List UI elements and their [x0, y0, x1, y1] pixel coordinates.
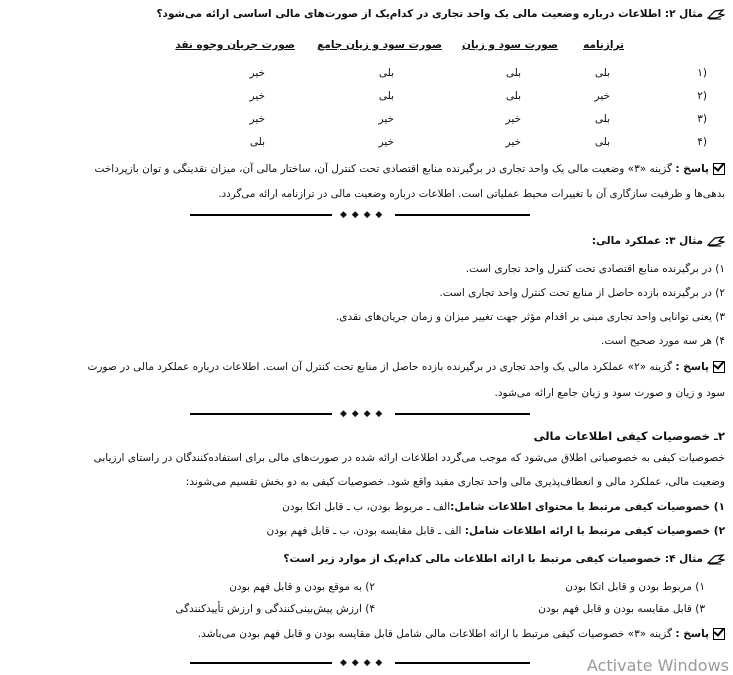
- row-1-number: ۱): [697, 67, 707, 79]
- example-3-answer-line-2: سود و زیان و صورت سود و زیان جامع ارائه می‌شود.: [494, 387, 725, 399]
- divider-dots: ◆ ◆ ◆ ◆: [340, 658, 384, 668]
- writing-hand-icon: [707, 236, 725, 247]
- example-2-answer-line-1: [10, 163, 725, 175]
- row-4-cell-1: بلی: [594, 136, 610, 148]
- example-3-option-2: ۲) در برگیرنده بازده حاصل از منابع تحت کنترل واحد تجاری است.: [439, 287, 725, 299]
- example-4-answer-text-1: گزینه «۳» خصوصیات کیفی مرتبط با ارائه اطلاعات مالی شامل قابل مقایسه بودن و قابل فهم بودن می‌باشد.: [197, 628, 676, 640]
- example-4-answer-line-1: [10, 628, 725, 640]
- example-3-title: مثال ۳: عملکرد مالی:: [591, 235, 703, 247]
- row-2-cell-1: خیر: [594, 90, 610, 102]
- row-2-cell-3: بلی: [378, 90, 394, 102]
- item-2-label: ۲) خصوصیات کیفی مرتبط با ارائه اطلاعات شامل:: [464, 525, 725, 537]
- example-3-title-row: [10, 235, 725, 247]
- divider-dots: ◆ ◆ ◆ ◆: [340, 409, 384, 419]
- row-2-cell-4: خیر: [249, 90, 265, 102]
- header-comprehensive-income: صورت سود و زیان جامع: [317, 39, 442, 51]
- row-3-cell-2: خیر: [505, 113, 521, 125]
- writing-hand-icon: [707, 554, 725, 565]
- header-balance-sheet: ترازنامه: [583, 39, 624, 51]
- item-1-label: ۱) خصوصیات کیفی مرتبط با محتوای اطلاعات شامل:: [450, 501, 725, 513]
- item-2-text: الف ـ قابل مقایسه بودن، ب ـ قابل فهم بودن: [266, 525, 465, 537]
- row-1-cell-4: خیر: [249, 67, 265, 79]
- row-3-cell-3: خیر: [378, 113, 394, 125]
- section-divider: [190, 210, 530, 220]
- checkbox-icon: [713, 163, 725, 175]
- section-divider: [190, 658, 530, 668]
- row-2-cell-2: بلی: [505, 90, 521, 102]
- activate-windows-watermark: Activate Windows: [586, 656, 729, 675]
- checkbox-icon: [713, 361, 725, 373]
- example-4-option-4: ۴) ارزش پیش‌بینی‌کنندگی و ارزش تأییدکنندگی: [175, 603, 375, 615]
- section-2-paragraph-line-1: خصوصیات کیفی به خصوصیاتی اطلاق می‌شود که موجب می‌گردد اطلاعات ارائه شده در صورت‌های مالی برای استفاده‌کنندگان در راستای ارزیابی: [93, 452, 725, 464]
- row-2-number: ۲): [697, 90, 707, 102]
- section-divider: [190, 409, 530, 419]
- example-4-option-3: ۳) قابل مقایسه بودن و قابل فهم بودن: [538, 603, 705, 615]
- example-2-title-row: [10, 8, 725, 20]
- example-3-option-3: ۳) یعنی توانایی واحد تجاری مبنی بر اقدام مؤثر جهت تغییر میزان و زمان جریان‌های نقدی.: [335, 311, 725, 323]
- example-3-answer-line-1: [10, 361, 725, 373]
- example-4-option-2: ۲) به موقع بودن و قابل فهم بودن: [229, 581, 375, 593]
- section-2-item-2: [10, 525, 725, 537]
- example-3-answer-text-1: گزینه «۲» عملکرد مالی یک واحد تجاری در برگیرنده بازده حاصل از منابع تحت کنترل آن است. اطلاعات درباره عملکرد مالی در صورت: [87, 361, 676, 373]
- example-3-option-4: ۴) هر سه مورد صحیح است.: [601, 335, 725, 347]
- section-2-paragraph-line-2: وضعیت مالی، عملکرد مالی و انعطاف‌پذیری مالی واحد تجاری مفید واقع شود. خصوصیات کیفی به دو بخش تقسیم می‌شوند:: [185, 476, 725, 488]
- section-2-item-1: [10, 501, 725, 513]
- row-4-cell-3: خیر: [378, 136, 394, 148]
- example-4-title: مثال ۴: خصوصیات کیفی مرتبط با ارائه اطلاعات مالی کدام‌یک از موارد زیر است؟: [283, 553, 703, 565]
- item-1-text: الف ـ مربوط بودن، ب ـ قابل اتکا بودن: [282, 501, 451, 513]
- row-4-cell-2: خیر: [505, 136, 521, 148]
- section-2-heading: ۲ـ خصوصیات کیفی اطلاعات مالی: [533, 429, 725, 443]
- example-2-answer-line-2: بدهی‌ها و ظرفیت سازگاری آن با تغییرات محیط عملیاتی است. اطلاعات درباره وضعیت مالی در ترازنامه ارائه می‌گردد.: [218, 188, 725, 200]
- row-1-cell-1: بلی: [594, 67, 610, 79]
- row-3-cell-4: خیر: [249, 113, 265, 125]
- divider-dots: ◆ ◆ ◆ ◆: [340, 210, 384, 220]
- answer-label: پاسخ :: [675, 361, 709, 373]
- row-1-cell-3: بلی: [378, 67, 394, 79]
- answer-label: پاسخ :: [675, 163, 709, 175]
- row-1-cell-2: بلی: [505, 67, 521, 79]
- header-cash-flow: صورت جریان وجوه نقد: [175, 39, 295, 51]
- row-3-number: ۳): [697, 113, 707, 125]
- header-income-statement: صورت سود و زیان: [461, 39, 558, 51]
- row-3-cell-1: بلی: [594, 113, 610, 125]
- writing-hand-icon: [707, 9, 725, 20]
- row-4-number: ۴): [697, 136, 707, 148]
- row-4-cell-4: بلی: [249, 136, 265, 148]
- example-4-title-row: [10, 553, 725, 565]
- example-3-option-1: ۱) در برگیرنده منابع اقتصادی تحت کنترل واحد تجاری است.: [465, 263, 725, 275]
- example-4-option-1: ۱) مربوط بودن و قابل اتکا بودن: [565, 581, 705, 593]
- answer-label: پاسخ :: [675, 628, 709, 640]
- example-2-title: مثال ۲: اطلاعات درباره وضعیت مالی یک واحد تجاری در کدام‌یک از صورت‌های مالی اساسی ارائه می‌شود؟: [156, 8, 703, 20]
- checkbox-icon: [713, 628, 725, 640]
- example-2-answer-text-1: گزینه «۳» وضعیت مالی یک واحد تجاری در برگیرنده منابع اقتصادی تحت کنترل آن، ساختار مالی آن، میزان نقدینگی و توان بازپرداخت: [94, 163, 676, 175]
